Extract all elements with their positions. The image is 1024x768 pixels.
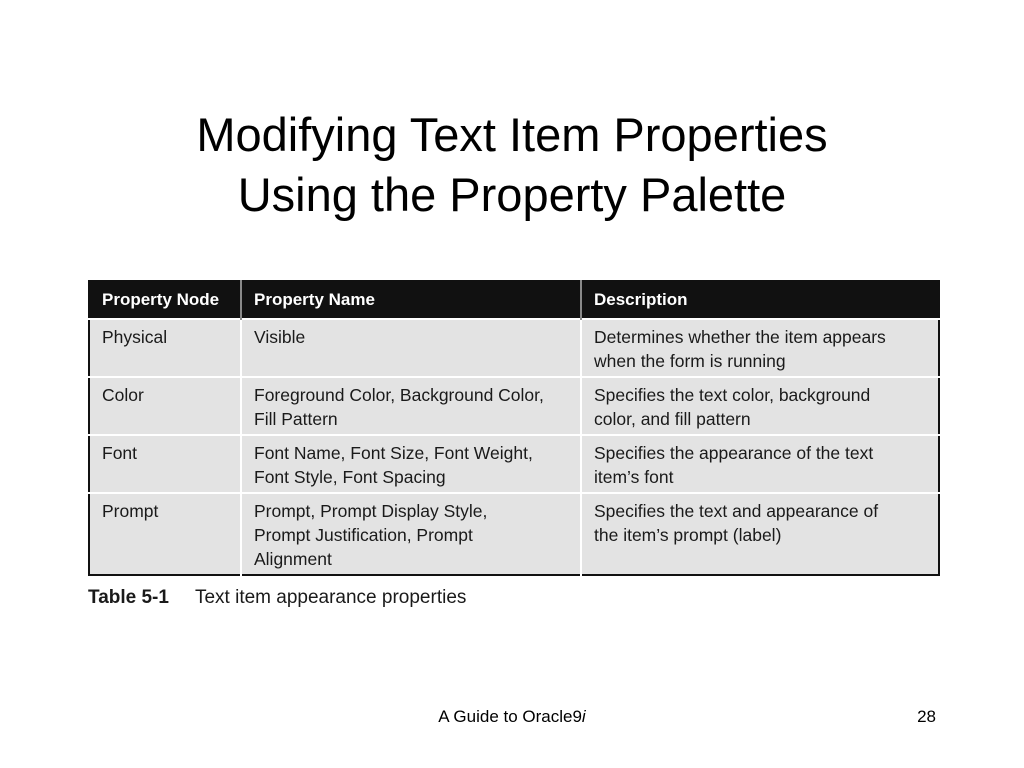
slide-title-line-1: Modifying Text Item Properties: [196, 108, 828, 162]
table-caption-label: Table 5-1: [88, 587, 169, 608]
footer-text: [0, 706, 1024, 728]
cell-line: Prompt, Prompt Display Style,: [254, 501, 488, 521]
table-row: [89, 493, 939, 575]
cell-line: Alignment: [254, 549, 332, 569]
properties-table: [88, 280, 940, 576]
cell-text: Color: [102, 385, 144, 405]
table-row: [89, 319, 939, 377]
cell-line: Specifies the text and appearance of: [594, 501, 879, 521]
cell-line: Specifies the text color, background: [594, 385, 871, 405]
slide-title-line-2: Using the Property Palette: [237, 168, 787, 222]
cell-property-name: [241, 319, 581, 377]
cell-line: Fill Pattern: [254, 409, 338, 429]
cell-text: Font: [102, 443, 138, 463]
table-row: [89, 377, 939, 435]
table-row: [89, 435, 939, 493]
cell-line: item’s font: [594, 467, 674, 487]
cell-line: Font Style, Font Spacing: [254, 467, 446, 487]
footer-text-main: A Guide to Oracle9: [438, 707, 582, 726]
cell-line: Visible: [254, 327, 306, 347]
cell-description: [581, 377, 939, 435]
cell-line: Font Name, Font Size, Font Weight,: [254, 443, 533, 463]
cell-line: Specifies the appearance of the text: [594, 443, 874, 463]
cell-property-node: [89, 493, 241, 575]
header-property-name: Property Name: [241, 281, 581, 319]
cell-property-name: [241, 377, 581, 435]
cell-property-node: [89, 377, 241, 435]
cell-line: color, and fill pattern: [594, 409, 751, 429]
cell-property-node: [89, 319, 241, 377]
cell-property-name: [241, 435, 581, 493]
cell-text: Prompt: [102, 501, 159, 521]
table-caption-text: Text item appearance properties: [194, 587, 467, 608]
cell-line: Prompt Justification, Prompt: [254, 525, 473, 545]
cell-line: the item’s prompt (label): [594, 525, 782, 545]
header-property-node: Property Node: [89, 281, 241, 319]
cell-description: [581, 319, 939, 377]
cell-property-node: [89, 435, 241, 493]
table-header-row: [89, 281, 939, 319]
cell-line: when the form is running: [594, 351, 786, 371]
header-description: Description: [581, 281, 939, 319]
page-number: 28: [917, 707, 936, 726]
cell-line: Determines whether the item appears: [594, 327, 886, 347]
table-caption: [88, 585, 466, 611]
cell-line: Foreground Color, Background Color,: [254, 385, 544, 405]
cell-property-name: [241, 493, 581, 575]
cell-description: [581, 493, 939, 575]
footer-text-italic: i: [581, 707, 586, 726]
cell-description: [581, 435, 939, 493]
cell-text: Physical: [102, 327, 168, 347]
slide-title: [0, 105, 1024, 225]
